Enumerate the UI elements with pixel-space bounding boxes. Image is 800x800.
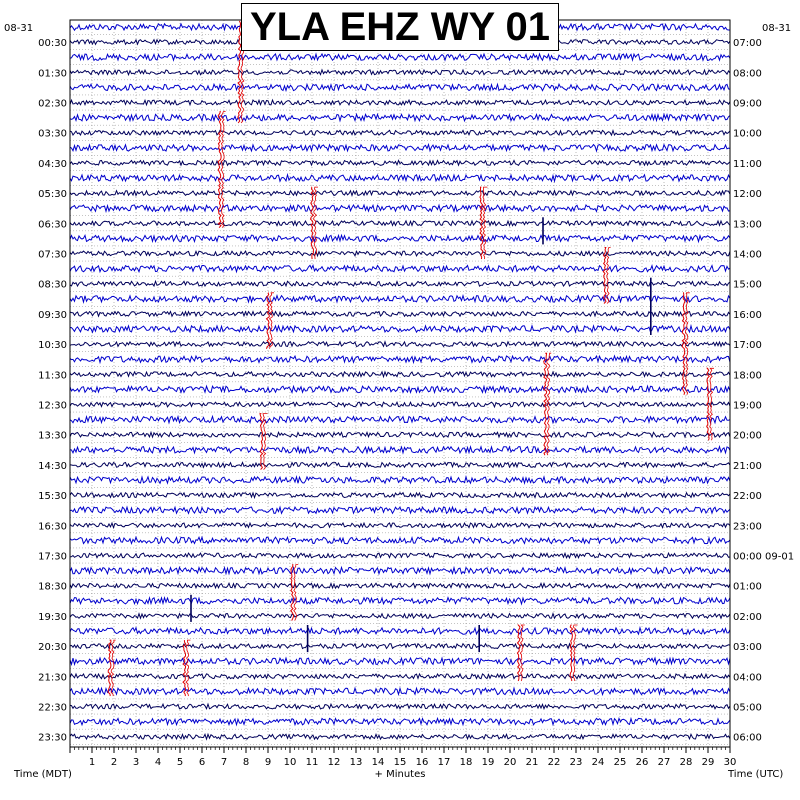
x-tick-label: 17 xyxy=(437,757,451,768)
x-axis-label: + Minutes xyxy=(374,769,426,780)
right-time-label: 14:00 xyxy=(733,249,762,261)
left-time-label: 06:30 xyxy=(38,219,67,231)
date-right: 08-31 xyxy=(762,23,792,34)
trace-line xyxy=(70,312,730,317)
trace-line xyxy=(70,688,730,694)
x-tick-label: 30 xyxy=(723,757,737,768)
right-time-label: 10:00 xyxy=(733,128,762,140)
x-tick-label: 27 xyxy=(657,757,671,768)
x-tick-label: 28 xyxy=(679,757,693,768)
x-tick-label: 4 xyxy=(154,757,162,768)
x-tick-label: 2 xyxy=(110,757,118,768)
x-tick-label: 14 xyxy=(371,757,385,768)
event-trace xyxy=(544,353,547,455)
x-tick-label: 18 xyxy=(459,757,473,768)
right-time-label: 23:00 xyxy=(733,521,762,533)
x-tick-label: 10 xyxy=(283,757,297,768)
right-time-label: 18:00 xyxy=(733,370,762,382)
x-ticks xyxy=(70,747,736,768)
chart-title: YLA EHZ WY 01 xyxy=(241,3,559,51)
event-trace xyxy=(606,248,610,304)
x-tick-label: 12 xyxy=(327,757,341,768)
left-time-label: 04:30 xyxy=(38,158,67,170)
left-time-label: 02:30 xyxy=(38,98,67,110)
left-time-label: 08:30 xyxy=(38,279,67,291)
x-tick-label: 11 xyxy=(305,757,319,768)
left-time-label: 23:30 xyxy=(38,732,67,744)
right-time-label: 05:00 xyxy=(733,702,762,714)
left-time-label: 07:30 xyxy=(38,249,67,261)
event-trace xyxy=(183,640,186,696)
x-tick-label: 23 xyxy=(569,757,583,768)
trace-line xyxy=(70,342,730,347)
trace-line xyxy=(70,432,730,437)
left-time-label: 19:30 xyxy=(38,611,67,623)
right-time-label: 03:00 xyxy=(733,642,762,654)
x-tick-label: 9 xyxy=(264,757,272,768)
trace-line xyxy=(70,372,730,377)
event-trace xyxy=(573,625,578,681)
event-trace xyxy=(314,187,319,259)
right-time-label: 11:00 xyxy=(733,158,762,170)
x-tick-label: 1 xyxy=(88,757,96,768)
right-time-label: 02:00 xyxy=(733,611,762,623)
x-tick-label: 7 xyxy=(220,757,228,768)
left-time-label: 01:30 xyxy=(38,68,67,80)
trace-line xyxy=(70,658,730,664)
event-trace xyxy=(520,625,524,681)
left-time-label: 05:30 xyxy=(38,189,67,201)
x-tick-label: 29 xyxy=(701,757,715,768)
left-time-label: 00:30 xyxy=(38,38,67,50)
x-tick-label: 19 xyxy=(481,757,495,768)
event-trace xyxy=(682,293,685,395)
right-time-label: 06:00 xyxy=(733,732,762,744)
event-trace xyxy=(108,640,111,696)
trace-line xyxy=(70,734,730,739)
right-time-label: 00:00 09-01 xyxy=(733,551,795,563)
x-tick-label: 13 xyxy=(349,757,363,768)
trace-line xyxy=(70,416,730,422)
x-tick-label: 15 xyxy=(393,757,407,768)
trace-line xyxy=(70,175,730,181)
trace-line xyxy=(70,145,730,151)
left-time-label: 09:30 xyxy=(38,309,67,321)
left-time-label: 20:30 xyxy=(38,642,67,654)
left-time-label: 11:30 xyxy=(38,370,67,382)
right-axis-label: Time (UTC) xyxy=(728,769,784,780)
right-time-label: 16:00 xyxy=(733,309,762,321)
x-tick-label: 26 xyxy=(635,757,649,768)
left-time-label: 13:30 xyxy=(38,430,67,442)
trace-line xyxy=(70,205,730,211)
x-tick-label: 6 xyxy=(198,757,206,768)
left-time-label: 21:30 xyxy=(38,672,67,684)
x-tick-label: 16 xyxy=(415,757,429,768)
left-time-label: 14:30 xyxy=(38,460,67,472)
right-time-label: 08:00 xyxy=(733,68,762,80)
left-time-labels xyxy=(38,38,67,744)
left-time-label: 17:30 xyxy=(38,551,67,563)
right-time-label: 15:00 xyxy=(733,279,762,291)
trace-line xyxy=(70,493,730,498)
x-tick-label: 3 xyxy=(132,757,140,768)
x-tick-label: 21 xyxy=(525,757,539,768)
trace-line xyxy=(70,70,730,75)
right-time-label: 22:00 xyxy=(733,491,762,503)
left-axis-label: Time (MDT) xyxy=(14,769,72,780)
event-trace xyxy=(221,112,226,228)
right-time-label: 21:00 xyxy=(733,460,762,472)
right-time-labels xyxy=(733,38,794,744)
date-left: 08-31 xyxy=(4,23,34,34)
right-time-label: 12:00 xyxy=(733,189,762,201)
x-tick-label: 20 xyxy=(503,757,517,768)
left-time-label: 16:30 xyxy=(38,521,67,533)
x-tick-label: 25 xyxy=(613,757,627,768)
right-time-label: 13:00 xyxy=(733,219,762,231)
trace-line xyxy=(70,281,730,286)
left-time-label: 10:30 xyxy=(38,340,67,352)
event-trace xyxy=(186,640,190,696)
left-time-label: 22:30 xyxy=(38,702,67,714)
grid-layer xyxy=(70,20,730,747)
right-time-label: 07:00 xyxy=(733,38,762,50)
right-time-label: 19:00 xyxy=(733,400,762,412)
x-tick-label: 8 xyxy=(242,757,250,768)
right-time-label: 01:00 xyxy=(733,581,762,593)
trace-line xyxy=(70,523,730,528)
right-time-label: 17:00 xyxy=(733,340,762,352)
left-time-label: 18:30 xyxy=(38,581,67,593)
x-tick-label: 5 xyxy=(176,757,184,768)
x-tick-label: 24 xyxy=(591,757,605,768)
x-tick-label: 22 xyxy=(547,757,561,768)
right-time-label: 09:00 xyxy=(733,98,762,110)
right-time-label: 20:00 xyxy=(733,430,762,442)
trace-line xyxy=(70,628,730,634)
left-time-label: 15:30 xyxy=(38,491,67,503)
left-time-label: 12:30 xyxy=(38,400,67,412)
left-time-label: 03:30 xyxy=(38,128,67,140)
right-time-label: 04:00 xyxy=(733,672,762,684)
